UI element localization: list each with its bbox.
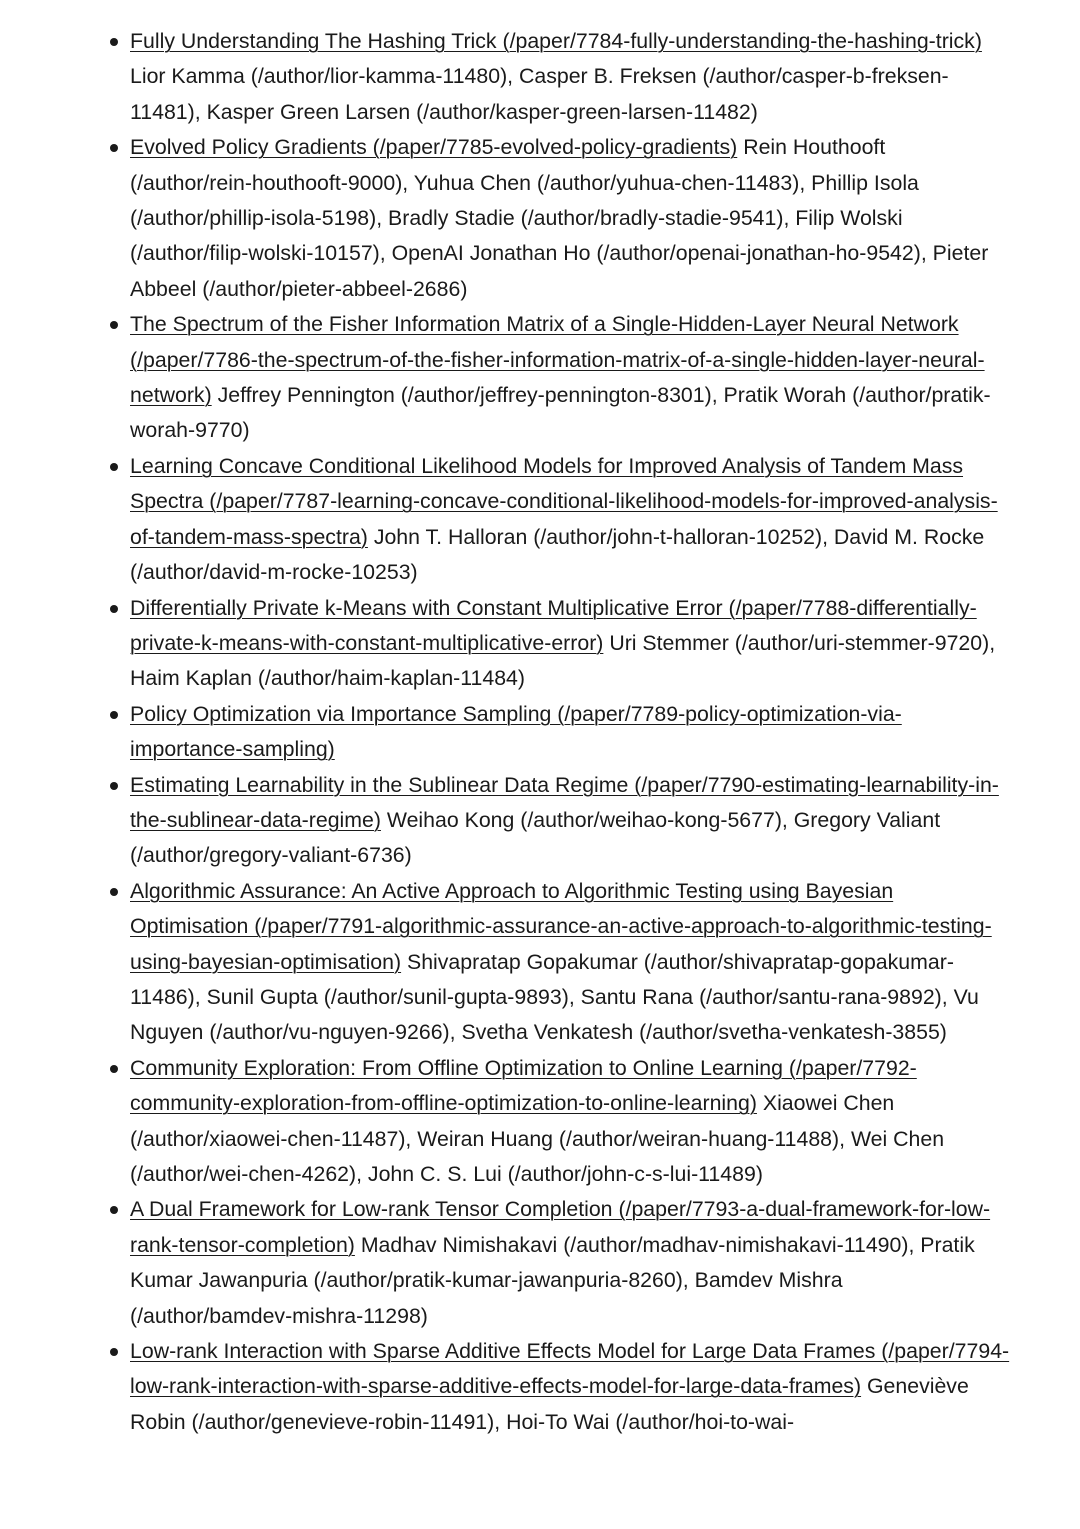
author-list: Rein Houthooft (/author/rein-houthooft-9000), Yuhua Chen (/author/yuhua-chen-11483), Phillip Isola (/author/phillip-isola-5198), Bradly Stadie (/author/bradly-stadie-9541), Filip Wolski (/author/filip-wolski-10157), OpenAI Jonathan Ho (/author/openai-jonathan-ho-9542), Pieter Abbeel (/author/pieter-abbeel-2686) — [130, 135, 989, 301]
list-item — [130, 449, 1010, 591]
author-list: Geneviève Robin (/author/genevieve-robin-11491), Hoi-To Wai (/author/hoi-to-wai- — [130, 1374, 969, 1434]
paper-link[interactable]: Algorithmic Assurance: An Active Approach to Algorithmic Testing using Bayesian Optimisation (/paper/7791-algorithmic-assurance-an-active-approach-to-algorithmic-testing-using-bayesian-optimisation) — [130, 878, 992, 974]
list-item — [130, 874, 1010, 1051]
bullet-icon — [110, 782, 118, 790]
paper-link[interactable]: Evolved Policy Gradients (/paper/7785-evolved-policy-gradients) — [130, 135, 738, 160]
list-item — [130, 591, 1010, 697]
author-list: Shivapratap Gopakumar (/author/shivapratap-gopakumar-11486), Sunil Gupta (/author/sunil-gupta-9893), Santu Rana (/author/santu-rana-9892), Vu Nguyen (/author/vu-nguyen-9266), Svetha Venkatesh (/author/svetha-venkatesh-3855) — [130, 949, 979, 1045]
bullet-icon — [110, 605, 118, 613]
bullet-icon — [110, 888, 118, 896]
paper-link[interactable]: A Dual Framework for Low-rank Tensor Completion (/paper/7793-a-dual-framework-for-low-rank-tensor-completion) — [130, 1197, 991, 1257]
list-item — [130, 1334, 1010, 1440]
author-list: Weihao Kong (/author/weihao-kong-5677), Gregory Valiant (/author/gregory-valiant-6736) — [130, 807, 941, 868]
list-item — [130, 130, 1010, 307]
author-list: Jeffrey Pennington (/author/jeffrey-pennington-8301), Pratik Worah (/author/pratik-worah-9770) — [130, 383, 991, 443]
bullet-icon — [110, 144, 118, 152]
author-list: Madhav Nimishakavi (/author/madhav-nimishakavi-11490), Pratik Kumar Jawanpuria (/author/pratik-kumar-jawanpuria-8260), Bamdev Mishra (/author/bamdev-mishra-11298) — [130, 1232, 975, 1328]
bullet-icon — [110, 711, 118, 719]
paper-link[interactable]: Fully Understanding The Hashing Trick (/paper/7784-fully-understanding-the-hashing-trick) — [130, 29, 982, 53]
paper-link[interactable]: Community Exploration: From Offline Optimization to Online Learning (/paper/7792-community-exploration-from-offline-optimization-to-online-learning) — [130, 1055, 917, 1116]
bullet-icon — [110, 463, 118, 471]
paper-list — [130, 24, 1010, 1440]
bullet-icon — [110, 321, 118, 329]
author-list: Xiaowei Chen (/author/xiaowei-chen-11487), Weiran Huang (/author/weiran-huang-11488), Wei Chen (/author/wei-chen-4262), John C. S. Lui (/author/john-c-s-lui-11489) — [130, 1091, 945, 1186]
list-item — [130, 307, 1010, 449]
paper-link[interactable]: Differentially Private k-Means with Constant Multiplicative Error (/paper/7788-differentially-private-k-means-with-constant-multiplicative-error) — [130, 595, 977, 655]
list-item — [130, 1051, 1010, 1193]
paper-link[interactable]: The Spectrum of the Fisher Information Matrix of a Single-Hidden-Layer Neural Network (/paper/7786-the-spectrum-of-the-fisher-information-matrix-of-a-single-hidden-layer-neural-network) — [130, 312, 985, 408]
list-item — [130, 697, 1010, 768]
list-item — [130, 1192, 1010, 1334]
paper-link[interactable]: Low-rank Interaction with Sparse Additive Effects Model for Large Data Frames (/paper/7794-low-rank-interaction-with-sparse-additive-effects-model-for-large-data-frames) — [130, 1339, 1010, 1399]
author-list: Uri Stemmer (/author/uri-stemmer-9720), Haim Kaplan (/author/haim-kaplan-11484) — [130, 630, 996, 691]
bullet-icon — [110, 1065, 118, 1073]
bullet-icon — [110, 1348, 118, 1356]
list-item — [130, 768, 1010, 874]
bullet-icon — [110, 38, 118, 46]
paper-link[interactable]: Learning Concave Conditional Likelihood Models for Improved Analysis of Tandem Mass Spectra (/paper/7787-learning-concave-conditional-likelihood-models-for-improved-analysis-of-tandem-mass-spectra) — [130, 453, 998, 549]
bullet-icon — [110, 1206, 118, 1214]
list-item — [130, 24, 1010, 130]
author-list: Lior Kamma (/author/lior-kamma-11480), Casper B. Freksen (/author/casper-b-freksen-11481), Kasper Green Larsen (/author/kasper-green-larsen-11482) — [130, 64, 949, 124]
author-list: John T. Halloran (/author/john-t-halloran-10252), David M. Rocke (/author/david-m-rocke-10253) — [130, 524, 985, 585]
paper-link[interactable]: Estimating Learnability in the Sublinear Data Regime (/paper/7790-estimating-learnability-in-the-sublinear-data-regime) — [130, 772, 999, 832]
paper-link[interactable]: Policy Optimization via Importance Sampling (/paper/7789-policy-optimization-via-importance-sampling) — [130, 701, 902, 762]
